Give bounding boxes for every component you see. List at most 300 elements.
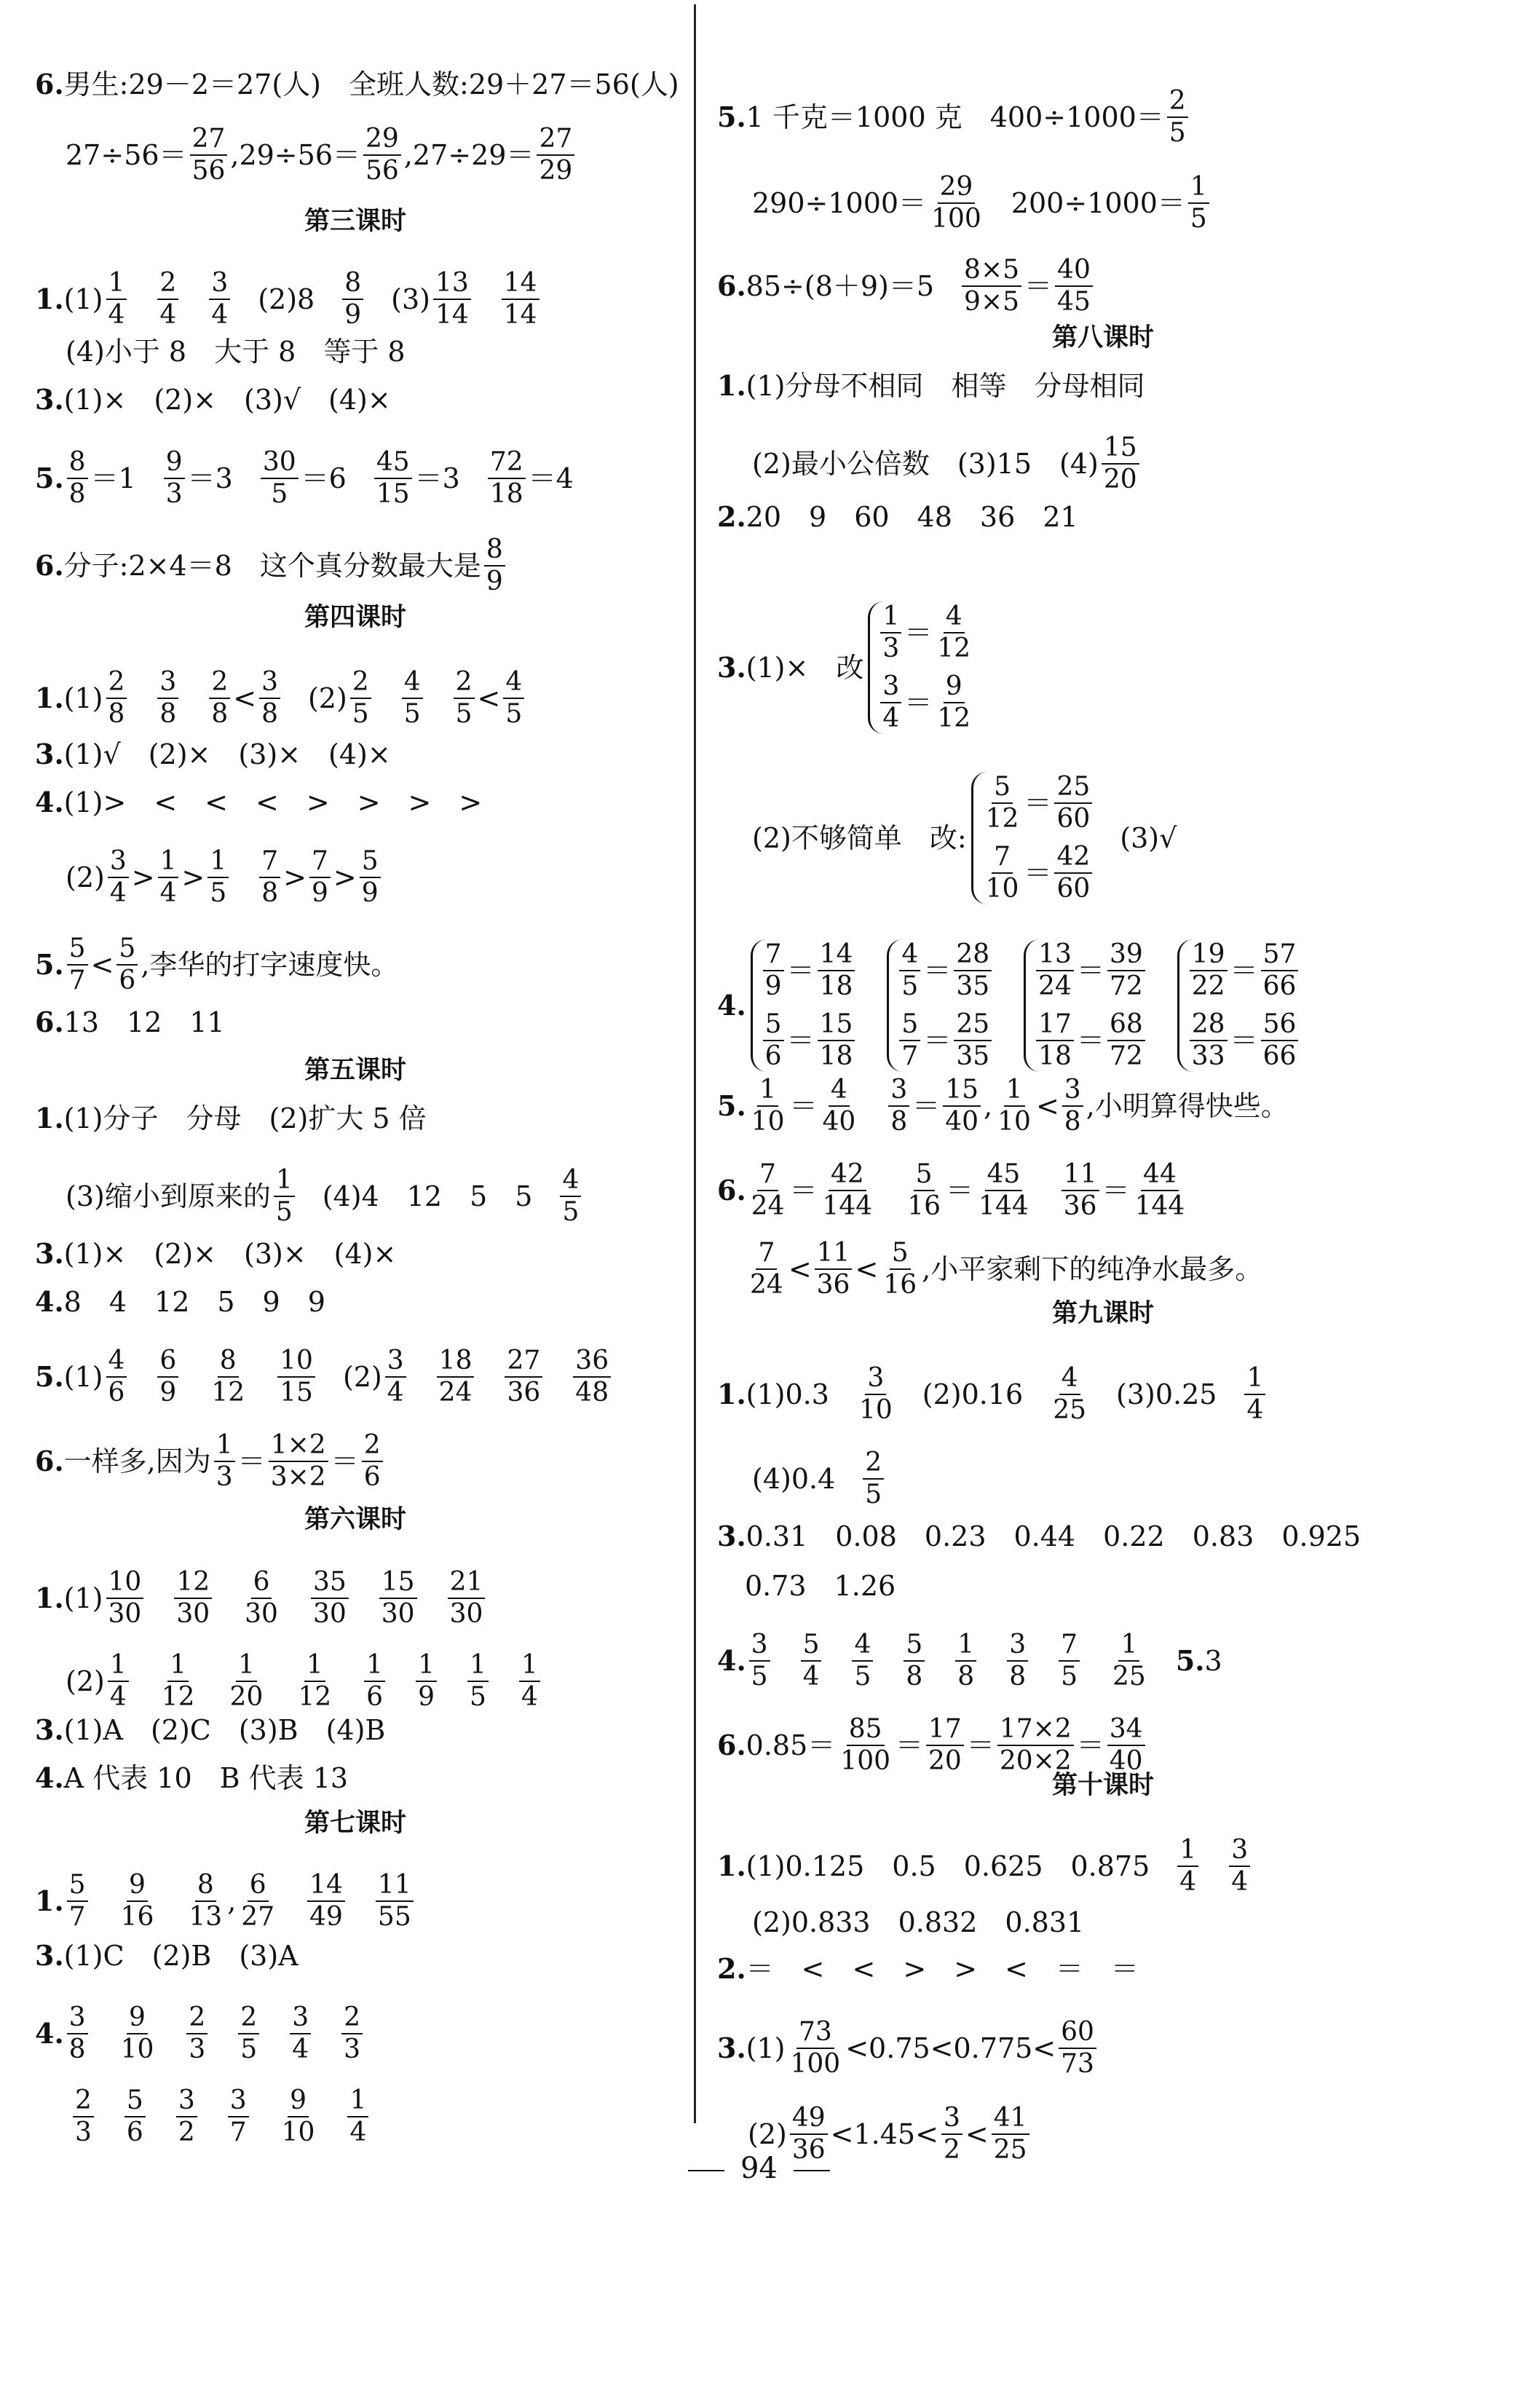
denominator: 144 (822, 1191, 873, 1221)
answer-line (752, 172, 1212, 234)
brace-group (863, 601, 976, 734)
answer-line: (4)小于 8 大于 8 等于 8 (66, 336, 406, 368)
answer-line (35, 1236, 396, 1271)
numerator: 13 (1036, 939, 1074, 971)
fraction (1054, 842, 1092, 904)
numerator: 9 (127, 2002, 148, 2034)
greater-than: > (333, 861, 357, 893)
answer-line (35, 1938, 299, 1973)
answer-line (35, 1567, 488, 1630)
denominator: 5 (854, 1662, 871, 1691)
answer-line (752, 1448, 887, 1510)
numerator: 1 (214, 1430, 235, 1462)
denominator: 30 (245, 1599, 278, 1629)
denominator: 4 (109, 1682, 127, 1712)
fraction (763, 1009, 784, 1072)
fraction (174, 1567, 212, 1630)
answer-line (35, 2002, 365, 2065)
numerator: 27 (190, 124, 228, 156)
fraction (106, 1567, 144, 1630)
brace (887, 939, 995, 1072)
fraction (309, 846, 331, 909)
numerator: 3 (385, 1346, 406, 1378)
answer-line (35, 1870, 416, 1933)
fraction (259, 846, 280, 909)
numerator: 8 (218, 1346, 239, 1378)
denominator: 10 (120, 2034, 154, 2064)
answer-line (35, 667, 527, 730)
numerator: 56 (1261, 1009, 1299, 1041)
fraction (1059, 1630, 1080, 1692)
denominator: 10 (281, 2117, 315, 2147)
denominator: 12 (161, 1682, 195, 1712)
fraction (106, 268, 127, 331)
answer-line (35, 67, 679, 102)
question-number: 1. (35, 682, 64, 714)
numerator: 2 (186, 2002, 207, 2034)
brace-row: $\frac{7}{9}$ ＝ $\frac{14}{18}$ (760, 939, 858, 1002)
fraction (488, 447, 526, 510)
answer-text: 200÷1000＝ (1011, 187, 1185, 219)
fraction (363, 124, 401, 186)
numerator: 15 (943, 1075, 981, 1107)
fraction (1190, 939, 1228, 1002)
numerator: 2 (350, 667, 371, 699)
fraction (503, 667, 524, 730)
fraction (119, 2002, 157, 2065)
answer-line (717, 1630, 1222, 1692)
question-number: 5. (35, 1360, 64, 1393)
denominator: 7 (901, 1041, 919, 1071)
fraction (935, 601, 973, 664)
numerator: 15 (818, 1009, 855, 1041)
fraction (1261, 1009, 1299, 1072)
numerator: 7 (259, 846, 280, 878)
fraction (1229, 1835, 1250, 1898)
denominator: 5 (865, 1480, 882, 1509)
brace-row: $\frac{13}{24}$ ＝ $\frac{39}{72}$ (1033, 939, 1148, 1002)
answer-line (66, 124, 577, 186)
fraction (788, 2017, 843, 2080)
fraction (467, 1650, 489, 1713)
answer-line (752, 433, 1142, 495)
denominator: 56 (365, 156, 399, 186)
numerator: 41 (992, 2103, 1029, 2135)
answer-line (66, 1165, 584, 1228)
numerator: 14 (502, 268, 539, 300)
fraction (962, 255, 1021, 317)
denominator: 7 (68, 966, 86, 995)
denominator: 49 (309, 1902, 343, 1932)
denominator: 8 (261, 699, 278, 729)
fraction (955, 1630, 976, 1692)
question-number: 4. (35, 1285, 64, 1318)
denominator: 10 (751, 1107, 785, 1137)
fraction (280, 2085, 317, 2148)
answer-text: (2)不够简单 改: (752, 822, 967, 854)
denominator: 9 (361, 878, 379, 908)
fraction (929, 172, 984, 234)
denominator: 5 (1169, 118, 1186, 148)
denominator: 24 (751, 1191, 785, 1221)
denominator: 3×2 (270, 1462, 326, 1492)
numerator: 4 (899, 939, 920, 971)
fraction (943, 1075, 981, 1137)
denominator: 100 (790, 2049, 841, 2079)
answer-line (717, 86, 1191, 149)
fraction (362, 1430, 383, 1493)
numerator: 3 (880, 671, 901, 703)
question-number: 6. (35, 1006, 64, 1038)
section-heading: 第五课时 (304, 1056, 406, 1085)
denominator: 9 (159, 1378, 177, 1408)
denominator: 6 (108, 1378, 125, 1408)
brace-row: $\frac{5}{7}$ ＝ $\frac{25}{35}$ (896, 1009, 995, 1072)
fraction (505, 1346, 542, 1408)
numerator: 9 (288, 2085, 309, 2117)
denominator: 18 (819, 971, 853, 1001)
fraction (347, 2085, 368, 2148)
denominator: 12 (937, 633, 971, 663)
denominator: 5 (271, 479, 288, 509)
denominator: 9 (764, 971, 782, 1001)
fraction (238, 2002, 259, 2065)
denominator: 5 (210, 878, 227, 908)
denominator: 9 (486, 567, 503, 596)
denominator: 15 (376, 479, 410, 509)
answer-text: (1)0.3 (746, 1378, 829, 1410)
fraction (374, 447, 412, 510)
fraction (186, 2002, 207, 2065)
equals: ＝ (237, 1445, 266, 1477)
part-label: (1) (63, 682, 103, 714)
dash-right (794, 2170, 830, 2171)
answer-text: 8 4 12 5 9 9 (63, 1286, 325, 1318)
answer-line (35, 1713, 385, 1748)
answer-text: (2)最小公倍数 (3)15 (4) (752, 448, 1099, 480)
answer-line (717, 500, 1078, 534)
question-number: 5. (717, 100, 746, 133)
answer-text: <0.75<0.775< (845, 2032, 1056, 2064)
answer-line (717, 1363, 1268, 1426)
numerator: 5 (124, 2085, 146, 2117)
numerator: 9 (944, 671, 965, 703)
answer-line (717, 1951, 1139, 1986)
denominator: 60 (1056, 874, 1091, 904)
section-heading: 第十课时 (1051, 1771, 1154, 1800)
fraction (164, 447, 185, 510)
numerator: 15 (379, 1567, 417, 1599)
fraction (360, 846, 381, 909)
numerator: 1 (236, 1650, 257, 1682)
fraction (1036, 939, 1074, 1002)
numerator: 3 (228, 2085, 249, 2117)
fraction (880, 601, 901, 664)
denominator: 5 (455, 699, 473, 729)
denominator: 14 (435, 300, 469, 330)
denominator: 56 (191, 156, 226, 186)
denominator: 4 (349, 2117, 367, 2147)
denominator: 9 (418, 1682, 435, 1712)
numerator: 2 (73, 2085, 94, 2117)
numerator: 5 (992, 772, 1013, 804)
question-number: 1. (35, 283, 64, 315)
numerator: 8×5 (962, 255, 1021, 287)
numerator: 29 (938, 172, 976, 204)
brace-row: $\frac{3}{4}$ ＝ $\frac{9}{12}$ (877, 671, 976, 734)
brace-group (1173, 939, 1302, 1072)
denominator: 8 (906, 1662, 923, 1691)
numerator: 5 (67, 933, 88, 966)
fraction (342, 268, 363, 331)
denominator: 10 (997, 1107, 1031, 1137)
part-label: (2)8 (258, 283, 315, 315)
denominator: 48 (575, 1378, 609, 1408)
answer-line (717, 1519, 1361, 1554)
numerator: 2 (157, 268, 178, 300)
denominator: 4 (211, 300, 229, 330)
numerator: 1 (757, 1075, 778, 1107)
denominator: 8 (68, 479, 86, 509)
fraction (157, 268, 178, 331)
numerator: 2 (1167, 86, 1188, 118)
answer-line (717, 368, 1145, 403)
less-than: < (1035, 1090, 1059, 1122)
answer-text: 85÷(8＋9)＝5 (746, 270, 935, 302)
question-number: 1. (717, 369, 746, 402)
fraction (818, 939, 855, 1002)
part-label: (3) (391, 283, 430, 315)
question-number: 3. (717, 1520, 746, 1552)
question-number: 6. (717, 269, 746, 302)
numerator: 8 (484, 534, 505, 567)
brace-row: $\frac{17}{18}$ ＝ $\frac{68}{72}$ (1033, 1009, 1148, 1072)
fraction (1055, 255, 1093, 317)
section-heading: 第八课时 (1051, 323, 1154, 352)
denominator: 5 (562, 1197, 580, 1227)
numerator: 1 (1244, 1363, 1265, 1395)
denominator: 5 (751, 1662, 768, 1691)
fraction (157, 667, 178, 730)
numerator: 30 (261, 447, 299, 479)
numerator: 4 (1059, 1363, 1080, 1395)
denominator: 4 (802, 1662, 820, 1691)
answer-text: (1)× (2)× (3)× (4)× (63, 1238, 397, 1270)
denominator: 144 (979, 1191, 1029, 1221)
denominator: 4 (387, 1378, 404, 1408)
fraction (261, 447, 299, 510)
denominator: 8 (1064, 1107, 1081, 1137)
denominator: 22 (1191, 971, 1225, 1001)
numerator: 1 (1188, 172, 1209, 204)
brace-row: $\frac{7}{10}$ ＝ $\frac{42}{60}$ (981, 842, 1096, 904)
fraction (852, 1630, 873, 1692)
numerator: 2 (209, 667, 230, 699)
denominator: 7 (229, 2117, 247, 2147)
denominator: 3 (165, 479, 183, 509)
comma: , (227, 1885, 237, 1917)
brace-row: $\frac{1}{3}$ ＝ $\frac{4}{12}$ (877, 601, 976, 664)
brace-row: $\frac{4}{5}$ ＝ $\frac{28}{35}$ (896, 939, 995, 1002)
fraction (209, 268, 230, 331)
denominator: 40 (1109, 1746, 1143, 1776)
answer-text: (4)4 12 5 5 (322, 1180, 533, 1212)
answer-text: (1)分子 分母 (2)扩大 5 倍 (63, 1102, 427, 1134)
denominator: 36 (791, 2135, 826, 2165)
denominator: 8 (159, 699, 177, 729)
fraction (984, 772, 1021, 834)
fraction (1167, 86, 1188, 149)
equals: ＝ (1076, 1729, 1104, 1761)
question-number: 6. (35, 68, 64, 100)
fraction (749, 1075, 787, 1137)
numerator: 9 (127, 1870, 148, 1902)
answer-text: (1)分母不相同 相等 分母相同 (746, 370, 1145, 402)
denominator: 73 (1061, 2049, 1094, 2079)
denominator: 9 (311, 878, 328, 908)
numerator: 45 (985, 1159, 1023, 1191)
less-than: < (788, 1253, 812, 1285)
answer-text: ＝ < < > > < ＝ ＝ (746, 1953, 1139, 1985)
expr: ,29÷56＝ (230, 139, 361, 171)
section-heading: 第七课时 (304, 1809, 406, 1838)
fraction (311, 1567, 349, 1630)
numerator: 35 (311, 1567, 349, 1599)
numerator: 7 (992, 842, 1013, 874)
denominator: 20×2 (999, 1746, 1072, 1776)
denominator: 4 (1179, 1867, 1197, 1897)
fraction (818, 1009, 855, 1072)
denominator: 33 (1191, 1041, 1225, 1071)
numerator: 3 (1229, 1835, 1250, 1867)
answer-line (752, 772, 1177, 904)
numerator: 1 (106, 268, 127, 300)
denominator: 3 (882, 633, 900, 663)
fraction (863, 1448, 884, 1510)
denominator: 5 (352, 699, 369, 729)
answer-text: 3 (1204, 1645, 1222, 1677)
denominator: 25 (1053, 1395, 1086, 1425)
fraction (1133, 1159, 1187, 1222)
brace-row: $\frac{28}{33}$ ＝ $\frac{56}{66}$ (1187, 1009, 1302, 1072)
denominator: 20 (229, 1682, 264, 1712)
numerator: 1 (519, 1650, 540, 1682)
answer-line (70, 2085, 371, 2148)
answer-line: (2)0.833 0.832 0.831 (752, 1906, 1085, 1938)
greater-than: > (283, 861, 307, 893)
denominator: 5 (901, 971, 919, 1001)
denominator: 16 (883, 1270, 917, 1300)
numerator: 6 (157, 1346, 178, 1378)
numerator: 6 (248, 1870, 269, 1902)
numerator: 39 (1107, 939, 1145, 971)
numerator: 42 (1054, 842, 1092, 874)
answer-text: (1)A (2)C (3)B (4)B (63, 1714, 386, 1746)
denominator: 20 (928, 1746, 962, 1776)
fraction (821, 1075, 858, 1137)
question-number: 6. (717, 1729, 746, 1761)
fraction (997, 1714, 1074, 1777)
question-number: 3. (35, 1939, 64, 1972)
page-number (0, 2152, 1518, 2185)
fraction (108, 1650, 129, 1713)
answer-text: ,李华的打字速度快。 (141, 949, 399, 981)
denominator: 6 (366, 1682, 384, 1712)
numerator: 1 (207, 846, 229, 878)
part-label: (1) (63, 1582, 103, 1614)
part-label: (1) (63, 1361, 103, 1393)
denominator: 9 (344, 300, 362, 330)
denominator: 29 (539, 156, 573, 186)
fraction (67, 2002, 88, 2065)
answer-text: (3)缩小到原来的 (66, 1180, 271, 1212)
denominator: 9×5 (964, 287, 1020, 317)
result: ＝3 (414, 462, 460, 494)
denominator: 30 (312, 1599, 347, 1629)
fraction (995, 1075, 1033, 1137)
fraction (763, 939, 784, 1002)
numerator: 1 (467, 1650, 489, 1682)
numerator: 4 (852, 1630, 873, 1662)
numerator: 5 (914, 1159, 935, 1191)
fraction (519, 1650, 540, 1713)
numerator: 3 (941, 2103, 962, 2135)
less-than: < (965, 2118, 989, 2150)
denominator: 35 (956, 971, 990, 1001)
question-number: 4. (717, 1644, 746, 1677)
greater-than: > (181, 861, 205, 893)
denominator: 6 (764, 1041, 782, 1071)
fraction (537, 124, 574, 186)
numerator: 11 (815, 1238, 853, 1270)
denominator: 24 (1038, 971, 1072, 1001)
numerator: 5 (890, 1238, 911, 1270)
fraction (364, 1650, 385, 1713)
numerator: 18 (437, 1346, 475, 1378)
denominator: 30 (449, 1599, 483, 1629)
fraction (801, 1630, 822, 1692)
denominator: 6 (363, 1462, 381, 1492)
fraction (242, 1567, 280, 1630)
denominator: 20 (1103, 465, 1137, 494)
denominator: 5 (1061, 1662, 1078, 1691)
part-label: (2) (66, 861, 105, 893)
fraction (838, 1714, 893, 1777)
denominator: 4 (159, 878, 177, 908)
fraction (67, 1870, 88, 1933)
numerator: 49 (790, 2103, 828, 2135)
fraction (1110, 1630, 1148, 1692)
answer-line (35, 447, 574, 510)
answer-text: 分子:2×4＝8 这个真分数最大是 (63, 550, 481, 582)
answer-line (717, 2017, 1099, 2080)
brace-row: $\frac{5}{12}$ ＝ $\frac{25}{60}$ (981, 772, 1096, 834)
brace (971, 772, 1096, 904)
numerator: 85 (847, 1714, 885, 1746)
fraction (350, 667, 371, 730)
numerator: 3 (67, 2002, 88, 2034)
fraction (748, 1238, 786, 1300)
denominator: 4 (159, 300, 177, 330)
fraction (1062, 1159, 1099, 1222)
denominator: 5 (275, 1197, 293, 1227)
denominator: 72 (1109, 1041, 1143, 1071)
fraction (402, 667, 423, 730)
answer-line: 0.73 1.26 (745, 1570, 896, 1602)
numerator: 7 (757, 1159, 778, 1191)
numerator: 2 (454, 667, 475, 699)
numerator: 3 (865, 1363, 886, 1395)
